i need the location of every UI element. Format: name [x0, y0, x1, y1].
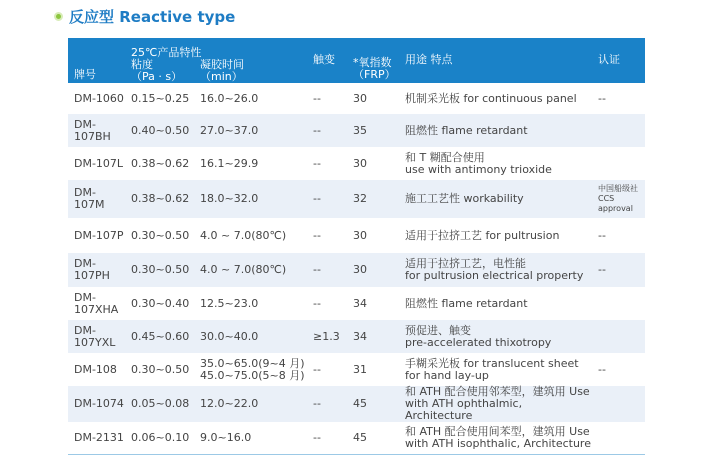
- cell-grade: DM-107PH: [74, 257, 110, 282]
- table-row: [68, 253, 645, 287]
- cell-gel: 16.0~26.0: [200, 91, 259, 105]
- cell-thix: --: [313, 397, 321, 410]
- cell-cert: --: [598, 362, 606, 376]
- cell-thix: --: [313, 430, 321, 444]
- header-thixotropy: 触变: [313, 52, 335, 66]
- product-table: [68, 38, 645, 455]
- cell-cert: [592, 147, 645, 180]
- header-oxygen: [347, 38, 399, 83]
- cell-thix: --: [313, 296, 321, 310]
- cell-thix: --: [313, 362, 321, 376]
- header-oxygen-unit: （FRP）: [353, 68, 396, 81]
- cell-oxygen: 30: [353, 156, 367, 170]
- cell-oxygen: 30: [353, 228, 367, 242]
- header-viscosity-unit: （Pa · s）: [131, 70, 183, 83]
- cell-grade: DM-107XHA: [74, 290, 119, 316]
- table-row: [68, 422, 645, 454]
- cell-oxygen: 31: [353, 362, 367, 376]
- header-group: 25℃产品特性: [131, 46, 202, 59]
- cell-thix: --: [313, 263, 321, 276]
- cell-gel: 12.5~23.0: [200, 296, 259, 310]
- table-row: [68, 147, 645, 180]
- cell-cert: --: [598, 263, 606, 276]
- cell-thix: --: [313, 192, 321, 205]
- cell-use: 机制采光板 for continuous panel: [405, 91, 577, 105]
- table-row: [68, 287, 645, 320]
- cell-viscosity: 0.30~0.50: [131, 362, 190, 376]
- cell-use: 和 ATH 配合使用间苯型，建筑用 Use with ATH isophthalic, Architecture: [405, 424, 591, 450]
- header-cert: 认证: [598, 52, 620, 66]
- cell-use: 手糊采光板 for translucent sheet for hand lay-up: [405, 356, 579, 382]
- cell-grade: DM-108: [74, 362, 117, 376]
- table-row: [68, 386, 645, 422]
- cell-gel: 12.0~22.0: [200, 397, 259, 410]
- cell-oxygen: 30: [353, 263, 367, 276]
- cell-use: 阻燃性 flame retardant: [405, 123, 528, 137]
- cell-use: 和 T 糊配合使用 use with antimony trioxide: [405, 150, 552, 176]
- cell-viscosity: 0.30~0.40: [131, 296, 190, 310]
- cell-gel: 4.0 ~ 7.0(80℃): [200, 263, 287, 276]
- header-grade: 牌号: [74, 68, 96, 81]
- cell-thix: --: [313, 156, 321, 170]
- cell-thix: --: [313, 123, 321, 137]
- cell-use: 和 ATH 配合使用邻苯型，建筑用 Use with ATH ophthalmic, Architecture: [405, 385, 590, 422]
- cell-cert: [592, 386, 645, 422]
- cell-viscosity: 0.15~0.25: [131, 91, 190, 105]
- cell-oxygen: 32: [353, 192, 367, 205]
- cell-cert: --: [598, 228, 606, 242]
- header-gel-unit: （min）: [200, 70, 243, 83]
- table-row: [68, 180, 645, 218]
- cell-use: 阻燃性 flame retardant: [405, 296, 528, 310]
- cell-grade: DM-1060: [74, 91, 124, 105]
- cell-cert: [592, 287, 645, 320]
- section-title-text: 反应型 Reactive type: [69, 8, 236, 26]
- cell-thix: ≥1.3: [313, 329, 340, 343]
- table-row: [68, 320, 645, 353]
- cell-thix: --: [313, 228, 321, 242]
- cell-use: 适用于拉挤工艺，电性能 for pultrusion electrical property: [405, 257, 584, 282]
- header-properties: [125, 38, 307, 83]
- cell-thix: --: [313, 91, 321, 105]
- cell-viscosity: 0.38~0.62: [131, 156, 190, 170]
- header-gel: 凝胶时间: [200, 58, 244, 71]
- table-row: [68, 114, 645, 147]
- cell-viscosity: 0.40~0.50: [131, 123, 190, 137]
- cell-oxygen: 30: [353, 91, 367, 105]
- cell-oxygen: 34: [353, 296, 367, 310]
- cell-viscosity: 0.45~0.60: [131, 329, 190, 343]
- cell-use: 施工工艺性 workability: [405, 192, 524, 205]
- cell-grade: DM-2131: [74, 430, 124, 444]
- cell-oxygen: 45: [353, 430, 367, 444]
- cell-gel: 9.0~16.0: [200, 430, 252, 444]
- cell-grade: DM-1074: [74, 397, 124, 410]
- cell-gel: 16.1~29.9: [200, 156, 259, 170]
- cell-cert: [592, 320, 645, 353]
- cell-grade: DM-107M: [74, 186, 105, 211]
- section-title: [54, 6, 235, 27]
- table-row: [68, 218, 645, 253]
- table-row: [68, 83, 645, 114]
- cell-grade: DM-107YXL: [74, 323, 116, 349]
- cell-viscosity: 0.38~0.62: [131, 192, 190, 205]
- bullet-icon: [54, 12, 63, 21]
- header-oxygen-label: *氧指数: [353, 56, 392, 69]
- table-header: [68, 38, 645, 83]
- header-use: 用途 特点: [405, 52, 453, 66]
- cell-gel: 27.0~37.0: [200, 123, 259, 137]
- cell-viscosity: 0.30~0.50: [131, 228, 190, 242]
- cell-cert: 中国船级社 CCS approval: [598, 184, 638, 213]
- cell-oxygen: 45: [353, 397, 367, 410]
- cell-viscosity: 0.05~0.08: [131, 397, 190, 410]
- cell-cert: [592, 422, 645, 454]
- cell-grade: DM-107L: [74, 156, 124, 170]
- cell-gel: 18.0~32.0: [200, 192, 259, 205]
- cell-viscosity: 0.06~0.10: [131, 430, 190, 444]
- cell-oxygen: 34: [353, 329, 367, 343]
- cell-gel: 30.0~40.0: [200, 329, 259, 343]
- header-viscosity: 粘度: [131, 58, 153, 71]
- cell-grade: DM-107BH: [74, 117, 111, 143]
- cell-use: 适用于拉挤工艺 for pultrusion: [405, 228, 560, 242]
- cell-oxygen: 35: [353, 123, 367, 137]
- cell-cert: --: [598, 91, 606, 105]
- cell-grade: DM-107P: [74, 228, 124, 242]
- cell-gel: 35.0~65.0(9~4 月) 45.0~75.0(5~8 月): [200, 356, 305, 382]
- cell-viscosity: 0.30~0.50: [131, 263, 190, 276]
- cell-use: 预促进、触变 pre-accelerated thixotropy: [405, 323, 552, 349]
- cell-cert: [592, 114, 645, 147]
- cell-gel: 4.0 ~ 7.0(80℃): [200, 228, 287, 242]
- table-row: [68, 353, 645, 386]
